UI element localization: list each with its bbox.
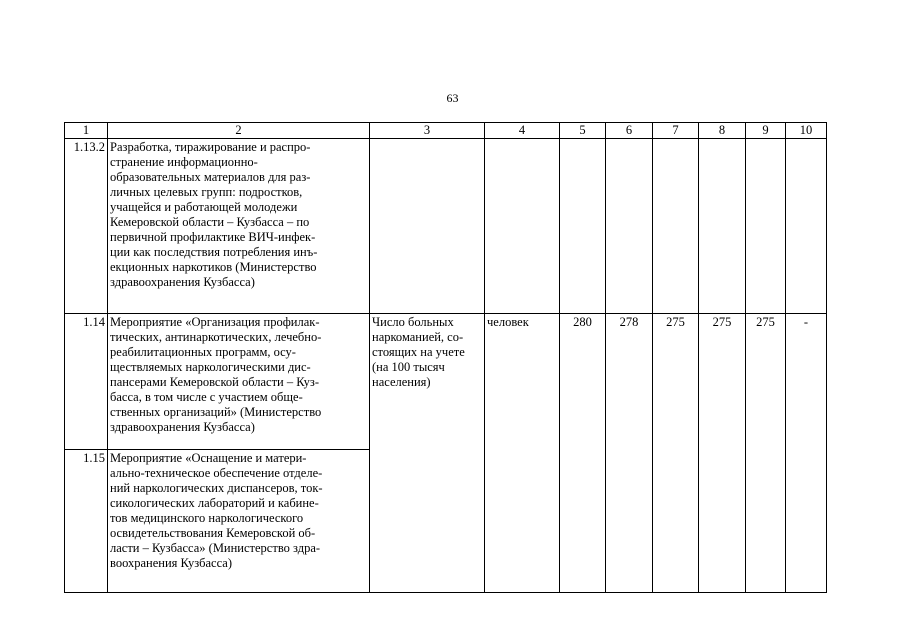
page-number: 63 [446, 91, 459, 105]
indicator-value: 275 [699, 314, 746, 593]
header-cell: 9 [746, 123, 786, 139]
program-table [64, 122, 827, 593]
row-description: Разработка, тиражирование и распро- странение информационно- образовательных материалов для раз- личных целевых групп: подростков, учащейся и работающей молодежи Кемеровской области – Кузбасса – по первичной профилактике ВИЧ-инфек- ции как последствия потребления инъ- екционных наркотиков (Министерство здравоохранения Кузбасса) [108, 139, 370, 314]
header-cell: 1 [65, 123, 108, 139]
header-cell: 5 [560, 123, 606, 139]
header-cell: 7 [653, 123, 699, 139]
row-number: 1.13.2 [65, 139, 108, 314]
header-cell: 10 [786, 123, 827, 139]
header-cell: 2 [108, 123, 370, 139]
empty-cell [370, 139, 485, 314]
empty-cell [746, 139, 786, 314]
table-header-row [65, 123, 827, 139]
row-description: Мероприятие «Организация профилак- тических, антинаркотических, лечебно- реабилитационных программ, осу- ществляемых наркологическими дис- пансерами Кемеровской области – Куз- басса, в том числе с участием обще- ственных организаций» (Министерство здравоохранения Кузбасса) [108, 314, 370, 450]
indicator-value: 280 [560, 314, 606, 593]
unit-of-measure: человек [485, 314, 560, 593]
row-description: Мероприятие «Оснащение и матери- ально-техническое обеспечение отделе- ний наркологических диспансеров, ток- сикологических лабораторий и кабине- тов медицинского наркологического освидетельствования Кемеровской об- ласти – Кузбасса» (Министерство здра- воохранения Кузбасса) [108, 450, 370, 593]
empty-cell [485, 139, 560, 314]
header-cell: 8 [699, 123, 746, 139]
header-cell: 6 [606, 123, 653, 139]
indicator-name: Число больных наркоманией, со- стоящих на учете (на 100 тысяч населения) [370, 314, 485, 593]
empty-cell [606, 139, 653, 314]
empty-cell [786, 139, 827, 314]
header-cell: 3 [370, 123, 485, 139]
row-number: 1.15 [65, 450, 108, 593]
table-row [65, 314, 827, 450]
table-row [65, 139, 827, 314]
empty-cell [560, 139, 606, 314]
indicator-value: 275 [746, 314, 786, 593]
header-cell: 4 [485, 123, 560, 139]
empty-cell [653, 139, 699, 314]
row-number: 1.14 [65, 314, 108, 450]
indicator-value: - [786, 314, 827, 593]
empty-cell [699, 139, 746, 314]
indicator-value: 278 [606, 314, 653, 593]
indicator-value: 275 [653, 314, 699, 593]
